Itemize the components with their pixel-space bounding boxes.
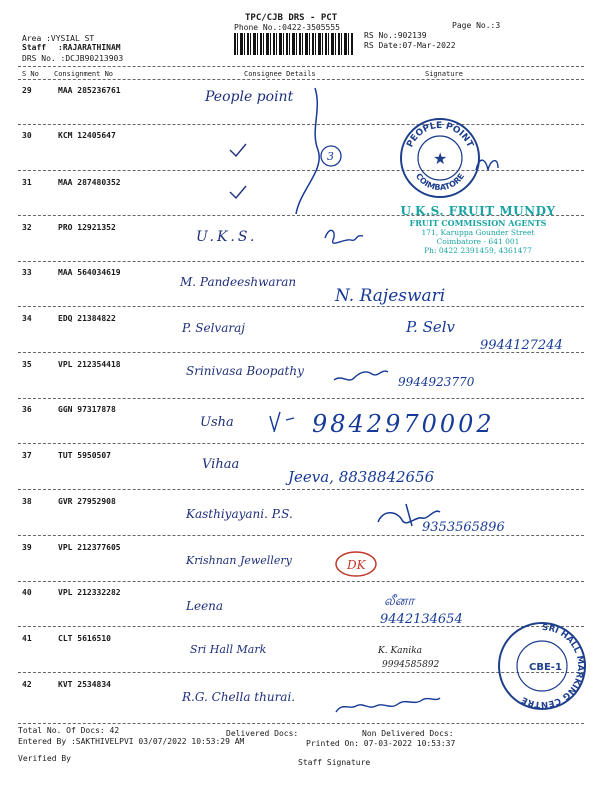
phone-36: 9842970002 — [312, 410, 495, 438]
printed-on: Printed On: 07-03-2022 10:53:37 — [306, 739, 456, 748]
row-33-sno: 33 — [22, 268, 32, 277]
col-consignee: Consignee Details — [244, 70, 316, 78]
tick-mark-icon — [230, 144, 246, 156]
phone-41: 9994585892 — [382, 660, 440, 670]
signature-scribble — [325, 230, 363, 243]
consignee-36: Usha — [200, 415, 234, 430]
signature-33: N. Rajeswari — [335, 286, 446, 306]
row-37-cno: TUT 5950507 — [58, 451, 111, 460]
row-34-sno: 34 — [22, 314, 32, 323]
consignee-41: Sri Hall Mark — [190, 643, 267, 656]
signature-37: Jeeva, 8838842656 — [288, 468, 435, 486]
stamp-line: Coimbatore - 641 001 — [436, 237, 520, 246]
row-30-sno: 30 — [22, 131, 32, 140]
staff-field: :RAJARATHINAM — [58, 43, 121, 52]
consignee-33: M. Pandeeshwaran — [180, 275, 297, 289]
phone-35: 9944923770 — [398, 375, 475, 389]
total-docs: Total No. Of Docs: 42 — [18, 726, 120, 735]
row-42-sno: 42 — [22, 680, 32, 689]
row-41-cno: CLT 5616510 — [58, 634, 111, 643]
signature-stroke — [296, 88, 319, 214]
staff-signature: Staff Signature — [298, 758, 371, 767]
fruit-mundy-stamp — [398, 204, 558, 255]
staff-label: Staff — [22, 43, 47, 52]
row-38-cno: GVR 27952908 — [58, 497, 116, 506]
delivered-docs: Delivered Docs: — [226, 729, 299, 738]
circled-number: 3 — [327, 150, 334, 163]
row-31-cno: MAA 287480352 — [58, 178, 121, 187]
page-number: Page No.:3 — [452, 21, 501, 30]
tick-mark-icon — [230, 186, 246, 198]
stamp-line: FRUIT COMMISSION AGENTS — [409, 218, 547, 228]
stamp-signature-scribble — [472, 148, 502, 178]
row-39-sno: 39 — [22, 543, 32, 552]
row-41-sno: 41 — [22, 634, 32, 643]
signature-scribble — [378, 504, 440, 526]
row-32-sno: 32 — [22, 223, 32, 232]
row-31-sno: 31 — [22, 178, 32, 187]
consignee-32: U.K.S. — [196, 229, 258, 245]
row-39-cno: VPL 212377605 — [58, 543, 121, 552]
consignee-34: P. Selvaraj — [182, 321, 245, 335]
phone-38: 9353565896 — [422, 520, 505, 535]
row-37-sno: 37 — [22, 451, 32, 460]
col-consignment: Consignment No — [54, 70, 114, 78]
row-40-cno: VPL 212332282 — [58, 588, 121, 597]
consignee-29: People point — [205, 89, 294, 105]
row-35-cno: VPL 212354418 — [58, 360, 121, 369]
entered-by: Entered By :SAKTHIVELPVI 03/07/2022 10:53:29 AM — [18, 737, 245, 746]
people-point-stamp — [398, 116, 482, 200]
phone-40: 9442134654 — [380, 612, 463, 627]
rs-number: RS No.:902139 — [364, 31, 427, 40]
phone-number: Phone No.:0422-3505555 — [234, 23, 340, 32]
verified-by: Verified By — [18, 754, 71, 763]
signature-40: லீனா — [384, 594, 415, 609]
consignee-39: Krishnan Jewellery — [186, 554, 292, 567]
consignee-42: R.G. Chella thurai. — [182, 690, 296, 704]
svg-text:DK: DK — [347, 558, 366, 572]
svg-text:PEOPLE POINT: PEOPLE POINT — [405, 120, 475, 150]
svg-text:★: ★ — [433, 149, 448, 168]
col-sno: S No — [22, 70, 39, 78]
row-36-cno: GGN 97317878 — [58, 405, 116, 414]
row-30-cno: KCM 12405647 — [58, 131, 116, 140]
col-signature: Signature — [425, 70, 463, 78]
row-34-cno: EDQ 21384822 — [58, 314, 116, 323]
row-35-sno: 35 — [22, 360, 32, 369]
document-title: TPC/CJB DRS - PCT — [245, 13, 338, 23]
row-29-sno: 29 — [22, 86, 32, 95]
row-33-cno: MAA 564034619 — [58, 268, 121, 277]
stamp-line: Ph: 0422 2391459, 4361477 — [424, 246, 532, 255]
svg-text:CBE-1: CBE-1 — [529, 662, 562, 673]
signature-scribble — [270, 412, 294, 432]
phone-34: 9944127244 — [480, 338, 563, 353]
row-38-sno: 38 — [22, 497, 32, 506]
row-32-cno: PRO 12921352 — [58, 223, 116, 232]
signature-scribble — [336, 698, 440, 712]
signature-41: K. Kanika — [378, 646, 423, 656]
consignee-35: Srinivasa Boopathy — [186, 364, 304, 378]
rs-date: RS Date:07-Mar-2022 — [364, 41, 456, 50]
stamp-title: U.K.S. FRUIT MUNDY — [400, 204, 556, 218]
consignee-38: Kasthiyayani. P.S. — [186, 507, 293, 521]
svg-text:COIMBATORE: COIMBATORE — [413, 171, 467, 193]
drs-number: DRS No. :DCJB90213903 — [22, 54, 124, 63]
svg-text:SRI HALL MARKING CENTRE: SRI HALL MARKING CENTRE — [520, 622, 586, 710]
sri-hall-marking-stamp — [496, 620, 588, 712]
area-field: Area :VYSIAL ST — [22, 34, 95, 43]
row-36-sno: 36 — [22, 405, 32, 414]
stamp-line: 171, Karuppa Gounder Street — [421, 228, 535, 237]
consignee-37: Vihaa — [202, 457, 240, 472]
signature-scribble — [334, 371, 388, 380]
row-40-sno: 40 — [22, 588, 32, 597]
row-42-cno: KVT 2534834 — [58, 680, 111, 689]
row-29-cno: MAA 285236761 — [58, 86, 121, 95]
signature-34: P. Selv — [406, 318, 456, 336]
dk-mark — [332, 548, 380, 580]
non-delivered-docs: Non Delivered Docs: — [362, 729, 454, 738]
consignee-40: Leena — [186, 599, 224, 613]
